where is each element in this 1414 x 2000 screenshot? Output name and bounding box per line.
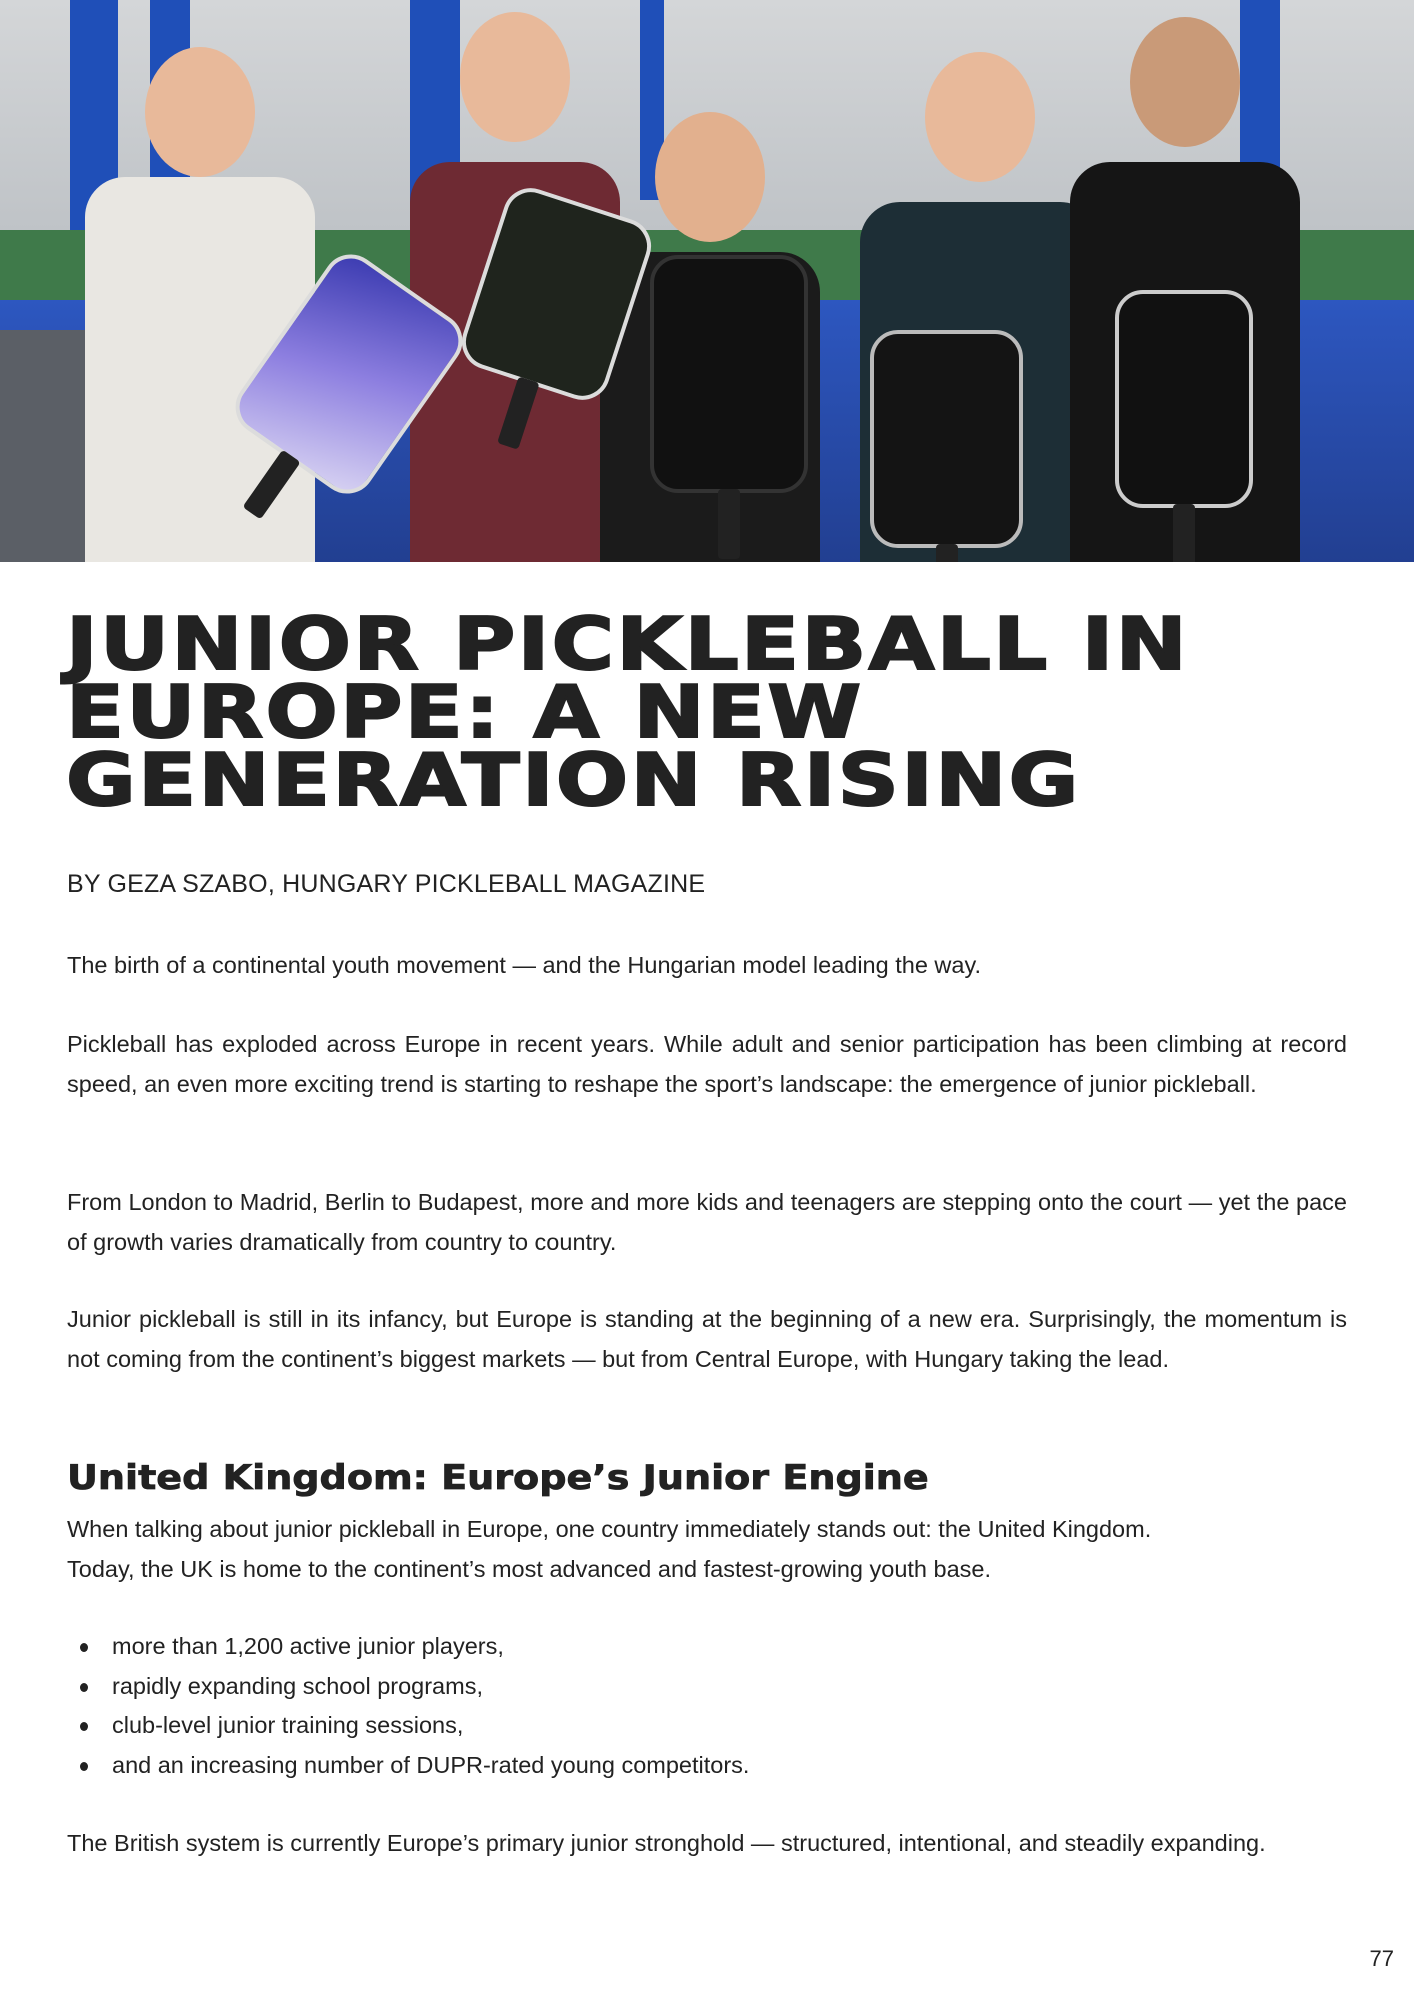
- section-intro-line: Today, the UK is home to the continent’s most advanced and fastest-growing youth base.: [67, 1555, 992, 1582]
- list-item: rapidly expanding school programs,: [112, 1667, 749, 1707]
- section-heading: United Kingdom: Europe’s Junior Engine: [67, 1458, 929, 1498]
- body-paragraph: From London to Madrid, Berlin to Budapest, more and more kids and teenagers are stepping onto the court — yet the pace of growth varies dramatically from country to country.: [67, 1189, 1347, 1255]
- hero-photo: [0, 0, 1414, 562]
- paddle-handle: [1173, 504, 1195, 562]
- child-head: [925, 52, 1035, 182]
- paddle-handle: [936, 544, 958, 562]
- legacy-paddle: [650, 255, 808, 493]
- closing-paragraph: The British system is currently Europe’s primary junior stronghold — structured, intentional, and steadily expanding.: [67, 1830, 1266, 1856]
- child-head: [1130, 17, 1240, 147]
- page-number: 77: [1369, 1946, 1394, 1971]
- section-intro-line: When talking about junior pickleball in Europe, one country immediately stands out: the United Kingdom.: [67, 1516, 1152, 1542]
- infinity-paddle: [1115, 290, 1253, 508]
- child-head: [145, 47, 255, 177]
- article-title: [66, 602, 1414, 822]
- lead-paragraph: The birth of a continental youth movement — and the Hungarian model leading the way.: [67, 952, 981, 978]
- section-intro: [67, 1510, 1347, 1589]
- child-head: [460, 12, 570, 142]
- title-line: JUNIOR PICKLEBALL IN: [66, 602, 1190, 686]
- bullet-list: [67, 1627, 749, 1785]
- paddle-handle: [718, 489, 740, 559]
- title-line: GENERATION RISING: [66, 738, 1081, 822]
- body-paragraph: Junior pickleball is still in its infancy, but Europe is standing at the beginning of a new era. Surprisingly, the momentum is not coming from the continent’s biggest markets — but from Central Europe, with Hungary taking the lead.: [67, 1306, 1347, 1372]
- body-paragraph: Pickleball has exploded across Europe in recent years. While adult and senior participation has been climbing at record speed, an even more exciting trend is starting to reshape the sport’s landscape: the emergence of junior pickleball.: [67, 1031, 1347, 1097]
- list-item: club-level junior training sessions,: [112, 1706, 749, 1746]
- list-item: more than 1,200 active junior players,: [112, 1627, 749, 1667]
- child-head: [655, 112, 765, 242]
- list-item: and an increasing number of DUPR-rated young competitors.: [112, 1746, 749, 1786]
- joola-paddle: [870, 330, 1023, 548]
- byline: BY GEZA SZABO, HUNGARY PICKLEBALL MAGAZINE: [67, 870, 706, 898]
- title-line: EUROPE: A NEW: [66, 670, 864, 754]
